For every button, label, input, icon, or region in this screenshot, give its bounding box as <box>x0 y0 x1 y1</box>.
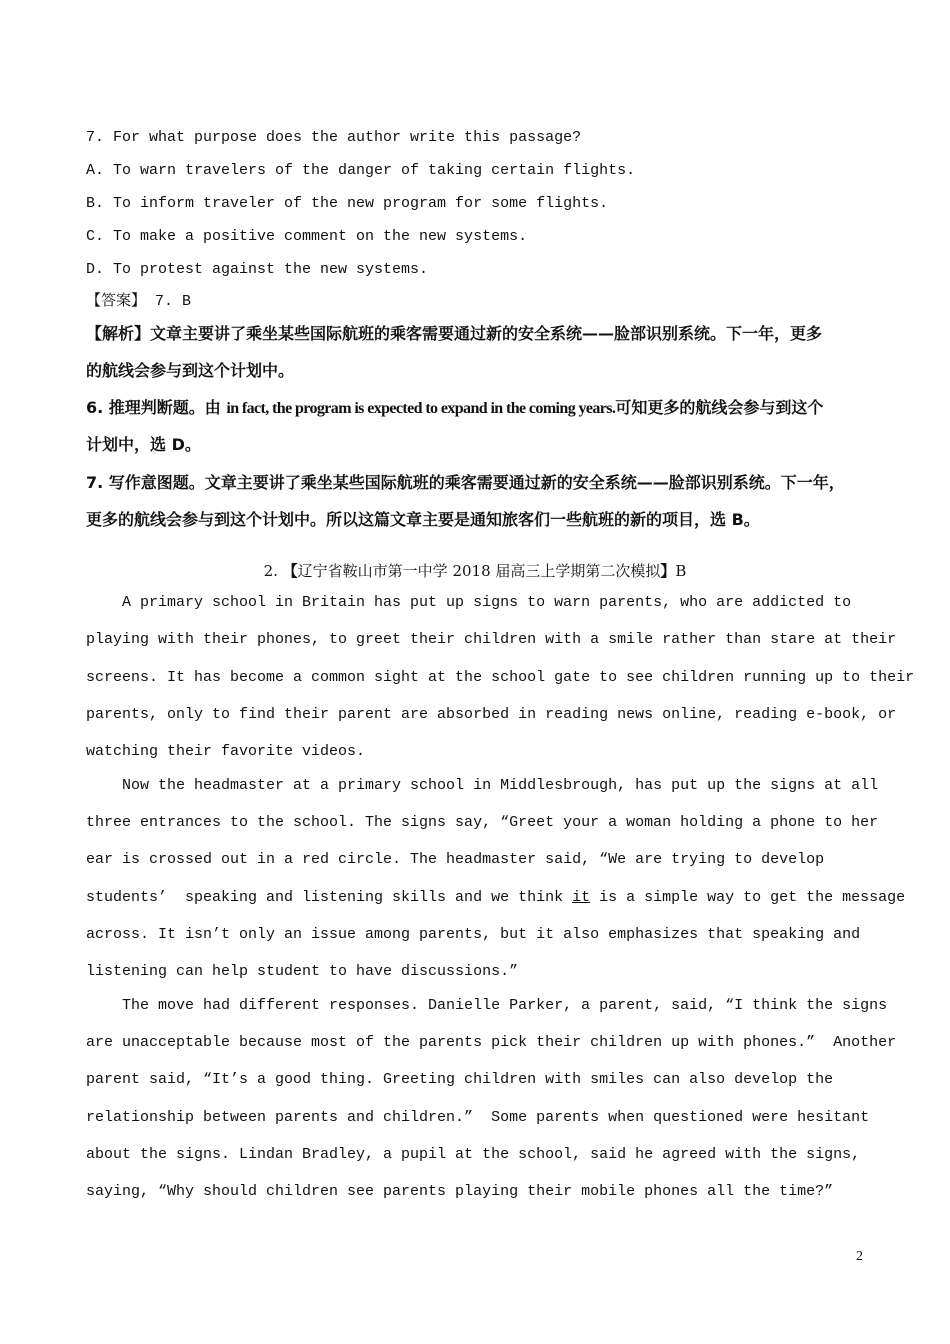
passage-p1-line-2: playing with their phones, to greet their children with a smile rather than stare at their <box>86 631 897 648</box>
passage-p3-line-2: are unacceptable because most of the parents pick their children up with phones.” Another <box>86 1034 897 1051</box>
passage-p1-line-3: screens. It has become a common sight at the school gate to see children running up to their <box>86 669 915 686</box>
analysis-line-2: 的航线会参与到这个计划中。 <box>86 361 295 380</box>
passage-p1-line-1: A primary school in Britain has put up signs to warn parents, who are addicted to <box>86 594 852 611</box>
passage-p2-line-3: ear is crossed out in a red circle. The headmaster said, “We are trying to develop <box>86 851 825 868</box>
bracket-close: 】 <box>660 562 676 580</box>
section-label: B <box>675 562 687 580</box>
passage-p3-line-3: parent said, “It’s a good thing. Greeting children with smiles can also develop the <box>86 1071 834 1088</box>
passage-p2-line-4-start: students’ speaking and listening skills and we think <box>86 889 573 906</box>
option-d: D. To protest against the new systems. <box>86 261 429 278</box>
section-source: 辽宁省鞍山市第一中学 2018 届高三上学期第二次模拟 <box>297 562 661 580</box>
passage-p3-line-1: The move had different responses. Danielle Parker, a parent, said, “I think the signs <box>86 997 888 1014</box>
option-a: A. To warn travelers of the danger of taking certain flights. <box>86 162 636 179</box>
underlined-word-it: it <box>572 889 591 906</box>
bracket-open: 【 <box>282 562 298 580</box>
analysis-q7-line-2: 更多的航线会参与到这个计划中。所以这篇文章主要是通知旅客们一些航班的新的项目，选 B。 <box>86 510 760 529</box>
analysis-q6-prefix: 6. 推理判断题。由 <box>86 398 227 417</box>
page-number: 2 <box>856 1249 863 1264</box>
passage-p3-line-4: relationship between parents and children.” Some parents when questioned were hesitant <box>86 1109 870 1126</box>
passage-p1-line-4: parents, only to find their parent are absorbed in reading news online, reading e-book, or <box>86 706 897 723</box>
passage-p3-line-5: about the signs. Lindan Bradley, a pupil at the school, said he agreed with the signs, <box>86 1146 861 1163</box>
analysis-q7-line-1: 7. 写作意图题。文章主要讲了乘坐某些国际航班的乘客需要通过新的安全系统——脸部识别系统。下一年， <box>86 473 845 492</box>
option-b: B. To inform traveler of the new program for some flights. <box>86 195 609 212</box>
question-7: 7. For what purpose does the author write this passage? <box>86 129 582 146</box>
passage-p2-line-1: Now the headmaster at a primary school in Middlesbrough, has put up the signs at all <box>86 777 879 794</box>
passage-p2-line-6: listening can help student to have discussions.” <box>86 963 519 980</box>
passage-p2-line-2: three entrances to the school. The signs say, “Greet your a woman holding a phone to her <box>86 814 879 831</box>
analysis-q6-quote: in fact, the program is expected to expand in the coming years. <box>226 400 616 417</box>
answer-line: 【答案】 7. B <box>86 293 192 310</box>
passage-p2-line-4 <box>86 888 905 908</box>
analysis-q6-line-1 <box>86 398 823 419</box>
section-number: 2. <box>263 562 283 580</box>
passage-p1-line-5: watching their favorite videos. <box>86 743 366 760</box>
analysis-q6-line-2: 计划中，选 D。 <box>86 435 201 454</box>
passage-p2-line-5: across. It isn’t only an issue among parents, but it also emphasizes that speaking and <box>86 926 861 943</box>
analysis-line-1: 【解析】文章主要讲了乘坐某些国际航班的乘客需要通过新的安全系统——脸部识别系统。下一年，更多 <box>86 324 823 343</box>
option-c: C. To make a positive comment on the new systems. <box>86 228 528 245</box>
section-heading <box>0 561 950 581</box>
analysis-q6-suffix: 可知更多的航线会参与到这个 <box>615 398 824 417</box>
passage-p2-line-4-end: is a simple way to get the message <box>590 889 906 906</box>
passage-p3-line-6: saying, “Why should children see parents playing their mobile phones all the time?” <box>86 1183 834 1200</box>
